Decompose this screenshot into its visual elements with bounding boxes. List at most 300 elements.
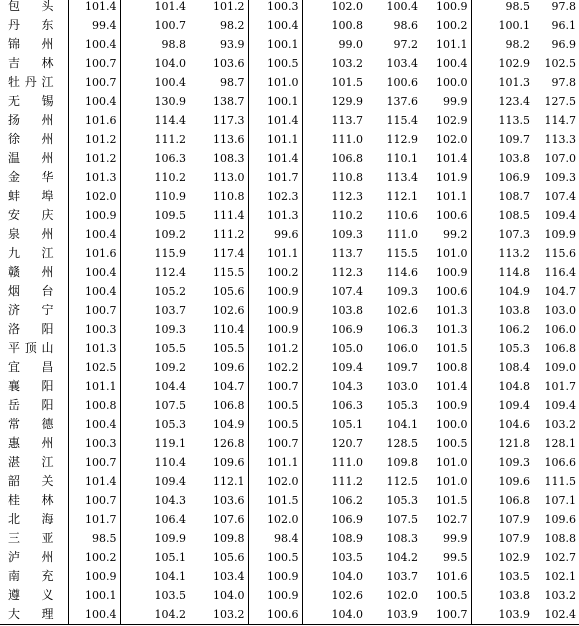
index-value: 100.9 <box>248 320 302 339</box>
index-value: 107.5 <box>154 399 186 412</box>
index-value: 98.5 <box>505 0 530 13</box>
index-value: 100.9 <box>248 586 302 605</box>
index-value: 100.5 <box>248 415 302 434</box>
index-value: 112.3 <box>331 266 363 279</box>
index-value: 100.4 <box>68 263 120 282</box>
index-value: 100.5 <box>248 54 302 73</box>
index-value: 102.6 <box>189 301 248 320</box>
index-value: 102.0 <box>331 0 363 13</box>
city-name: 大 理 <box>0 605 68 625</box>
index-value: 98.5 <box>68 529 120 548</box>
index-value: 101.2 <box>189 0 248 16</box>
index-value: 111.0 <box>331 456 363 469</box>
city-name: 惠 州 <box>0 434 68 453</box>
index-value: 101.4 <box>68 472 120 491</box>
index-value: 106.4 <box>154 513 186 526</box>
index-value: 107.1 <box>544 494 576 507</box>
index-value: 106.3 <box>386 323 418 336</box>
table-row <box>0 54 579 73</box>
index-value: 100.7 <box>68 73 120 92</box>
index-value: 100.1 <box>68 586 120 605</box>
table-row <box>0 586 579 605</box>
index-value: 98.8 <box>161 38 186 51</box>
index-value: 97.8 <box>551 76 576 89</box>
index-value: 100.3 <box>248 0 302 16</box>
index-value: 101.1 <box>248 244 302 263</box>
city-name: 泉 州 <box>0 225 68 244</box>
index-value: 100.7 <box>421 605 471 625</box>
index-value: 106.8 <box>331 152 363 165</box>
index-value: 103.9 <box>471 605 533 625</box>
index-value: 102.0 <box>248 510 302 529</box>
index-value: 115.5 <box>386 247 418 260</box>
index-value: 114.8 <box>498 266 530 279</box>
index-value: 102.5 <box>544 57 576 70</box>
index-value: 98.4 <box>248 529 302 548</box>
index-value: 108.3 <box>386 532 418 545</box>
index-value: 100.5 <box>248 548 302 567</box>
index-value: 108.5 <box>498 209 530 222</box>
index-value: 109.3 <box>331 228 363 241</box>
index-value: 100.5 <box>421 434 471 453</box>
index-value: 116.4 <box>544 266 576 279</box>
index-value: 97.8 <box>551 0 576 13</box>
index-value: 115.4 <box>386 114 418 127</box>
index-value: 104.6 <box>498 418 530 431</box>
index-value: 101.3 <box>421 301 471 320</box>
index-value: 105.3 <box>386 494 418 507</box>
city-name: 湛 江 <box>0 453 68 472</box>
index-value: 111.4 <box>189 206 248 225</box>
city-name: 金 华 <box>0 168 68 187</box>
index-value: 106.8 <box>498 494 530 507</box>
index-value: 101.3 <box>421 320 471 339</box>
index-value: 110.4 <box>189 320 248 339</box>
city-name: 三 亚 <box>0 529 68 548</box>
index-value: 101.1 <box>68 377 120 396</box>
index-value: 106.2 <box>331 494 363 507</box>
index-value: 98.2 <box>189 16 248 35</box>
index-value: 100.4 <box>68 282 120 301</box>
table-row <box>0 358 579 377</box>
index-value: 105.3 <box>386 399 418 412</box>
index-value: 96.9 <box>551 38 576 51</box>
table-row <box>0 548 579 567</box>
index-value: 100.9 <box>68 567 120 586</box>
index-value: 103.2 <box>189 605 248 625</box>
index-value: 105.6 <box>189 282 248 301</box>
city-name: 蚌 埠 <box>0 187 68 206</box>
index-value: 100.6 <box>248 605 302 625</box>
index-value: 101.0 <box>421 472 471 491</box>
table-row <box>0 16 579 35</box>
index-value: 106.6 <box>544 456 576 469</box>
index-value: 112.1 <box>386 190 418 203</box>
index-value: 100.6 <box>421 206 471 225</box>
index-value: 103.8 <box>331 304 363 317</box>
index-value: 102.7 <box>421 510 471 529</box>
index-value: 129.9 <box>331 95 363 108</box>
index-value: 109.6 <box>189 453 248 472</box>
city-name: 岳 阳 <box>0 396 68 415</box>
index-value: 104.9 <box>498 285 530 298</box>
city-name: 襄 阳 <box>0 377 68 396</box>
table-row <box>0 472 579 491</box>
index-value: 100.1 <box>498 19 530 32</box>
city-name: 无 锡 <box>0 92 68 111</box>
index-value: 102.2 <box>248 358 302 377</box>
index-value: 105.1 <box>331 418 363 431</box>
index-value: 104.0 <box>154 57 186 70</box>
index-value: 112.1 <box>189 472 248 491</box>
city-name: 九 江 <box>0 244 68 263</box>
index-value: 113.7 <box>331 247 363 260</box>
index-value: 109.7 <box>386 361 418 374</box>
index-value: 112.3 <box>331 190 363 203</box>
index-value: 102.4 <box>533 605 579 625</box>
index-value: 104.3 <box>154 494 186 507</box>
index-value: 105.3 <box>154 418 186 431</box>
index-value: 105.0 <box>331 342 363 355</box>
index-value: 109.3 <box>544 171 576 184</box>
table-row <box>0 130 579 149</box>
index-value: 109.0 <box>544 361 576 374</box>
index-value: 111.0 <box>386 228 418 241</box>
index-value: 102.9 <box>498 551 530 564</box>
index-value: 93.9 <box>189 35 248 54</box>
index-value: 109.7 <box>498 133 530 146</box>
index-value: 106.9 <box>331 323 363 336</box>
index-value: 100.8 <box>421 358 471 377</box>
index-value: 103.4 <box>386 57 418 70</box>
index-value: 104.2 <box>386 551 418 564</box>
index-value: 103.4 <box>189 567 248 586</box>
city-name: 包 头 <box>0 0 68 16</box>
table-row <box>0 529 579 548</box>
table-row <box>0 377 579 396</box>
table-row <box>0 453 579 472</box>
index-value: 109.4 <box>544 399 576 412</box>
table-row <box>0 187 579 206</box>
index-value: 102.9 <box>421 111 471 130</box>
index-value: 100.4 <box>68 92 120 111</box>
index-value: 100.4 <box>68 35 120 54</box>
index-value: 113.0 <box>189 168 248 187</box>
index-value: 115.6 <box>544 247 576 260</box>
index-value: 103.0 <box>386 380 418 393</box>
index-value: 102.5 <box>68 358 120 377</box>
index-value: 106.9 <box>498 171 530 184</box>
index-value: 100.5 <box>421 586 471 605</box>
index-value: 110.9 <box>154 190 186 203</box>
table-row <box>0 567 579 586</box>
index-value: 104.1 <box>154 570 186 583</box>
city-name: 丹 东 <box>0 16 68 35</box>
index-value: 101.0 <box>421 453 471 472</box>
table-row <box>0 73 579 92</box>
index-value: 100.5 <box>248 396 302 415</box>
city-name: 温 州 <box>0 149 68 168</box>
index-value: 107.6 <box>189 510 248 529</box>
city-name: 遵 义 <box>0 586 68 605</box>
index-value: 100.4 <box>68 225 120 244</box>
index-value: 107.9 <box>498 532 530 545</box>
index-value: 107.9 <box>498 513 530 526</box>
index-value: 110.2 <box>331 209 363 222</box>
index-value: 114.7 <box>544 114 576 127</box>
index-value: 101.4 <box>421 377 471 396</box>
index-value: 115.5 <box>189 263 248 282</box>
city-name: 洛 阳 <box>0 320 68 339</box>
table-row <box>0 111 579 130</box>
index-value: 100.9 <box>421 396 471 415</box>
table-row <box>0 301 579 320</box>
index-value: 100.6 <box>386 76 418 89</box>
table-row <box>0 491 579 510</box>
index-value: 101.6 <box>68 111 120 130</box>
index-value: 108.7 <box>498 190 530 203</box>
index-value: 113.4 <box>386 171 418 184</box>
index-value: 98.6 <box>393 19 418 32</box>
index-value: 102.6 <box>386 304 418 317</box>
index-value: 101.7 <box>68 510 120 529</box>
index-value: 105.5 <box>189 339 248 358</box>
index-value: 112.5 <box>386 475 418 488</box>
city-name: 安 庆 <box>0 206 68 225</box>
index-value: 103.8 <box>498 304 530 317</box>
index-value: 103.6 <box>189 491 248 510</box>
table-row <box>0 282 579 301</box>
index-value: 100.7 <box>154 19 186 32</box>
index-value: 100.4 <box>248 16 302 35</box>
index-value: 106.8 <box>544 342 576 355</box>
index-value: 109.4 <box>544 209 576 222</box>
index-value: 99.6 <box>248 225 302 244</box>
index-value: 103.0 <box>544 304 576 317</box>
index-value: 106.9 <box>331 513 363 526</box>
index-value: 106.0 <box>386 342 418 355</box>
index-value: 115.9 <box>154 247 186 260</box>
index-value: 99.5 <box>421 548 471 567</box>
index-value: 113.5 <box>498 114 530 127</box>
index-value: 103.8 <box>498 589 530 602</box>
index-value: 101.4 <box>248 111 302 130</box>
index-value: 114.6 <box>386 266 418 279</box>
city-name: 常 德 <box>0 415 68 434</box>
index-value: 101.1 <box>421 35 471 54</box>
index-value: 109.9 <box>544 228 576 241</box>
index-value: 109.8 <box>386 456 418 469</box>
index-value: 105.3 <box>498 342 530 355</box>
index-value: 103.2 <box>544 589 576 602</box>
index-value: 104.9 <box>189 415 248 434</box>
table-row <box>0 225 579 244</box>
index-value: 101.5 <box>248 491 302 510</box>
index-value: 100.4 <box>154 76 186 89</box>
index-value: 101.4 <box>154 0 186 13</box>
index-value: 105.2 <box>154 285 186 298</box>
city-name: 牡丹江 <box>0 73 68 92</box>
index-value: 101.6 <box>421 567 471 586</box>
index-value: 103.2 <box>331 57 363 70</box>
index-value: 101.0 <box>248 73 302 92</box>
index-value: 113.7 <box>331 114 363 127</box>
index-value: 108.9 <box>331 532 363 545</box>
index-value: 100.1 <box>248 92 302 111</box>
index-value: 104.7 <box>189 377 248 396</box>
index-value: 109.6 <box>189 358 248 377</box>
index-value: 102.0 <box>248 472 302 491</box>
index-value: 109.3 <box>498 456 530 469</box>
city-name: 吉 林 <box>0 54 68 73</box>
index-value: 100.4 <box>421 54 471 73</box>
index-value: 100.4 <box>68 415 120 434</box>
index-value: 112.4 <box>154 266 186 279</box>
index-value: 105.6 <box>189 548 248 567</box>
index-value: 109.2 <box>154 361 186 374</box>
index-value: 110.2 <box>154 171 186 184</box>
index-value: 107.0 <box>544 152 576 165</box>
index-value: 109.5 <box>154 209 186 222</box>
index-value: 102.0 <box>386 589 418 602</box>
index-value: 101.3 <box>248 206 302 225</box>
index-value: 109.4 <box>331 361 363 374</box>
index-value: 100.9 <box>248 301 302 320</box>
index-value: 108.8 <box>544 532 576 545</box>
city-name: 泸 州 <box>0 548 68 567</box>
index-value: 104.4 <box>154 380 186 393</box>
index-value: 101.7 <box>248 168 302 187</box>
index-value: 99.9 <box>421 529 471 548</box>
city-name: 北 海 <box>0 510 68 529</box>
index-value: 110.4 <box>154 456 186 469</box>
index-value: 100.9 <box>248 282 302 301</box>
index-value: 128.1 <box>544 437 576 450</box>
index-value: 101.3 <box>68 168 120 187</box>
index-value: 106.0 <box>544 323 576 336</box>
index-value: 100.3 <box>68 434 120 453</box>
index-value: 97.2 <box>393 38 418 51</box>
index-value: 99.4 <box>68 16 120 35</box>
index-value: 100.9 <box>248 567 302 586</box>
table-row <box>0 0 579 16</box>
index-value: 100.7 <box>68 301 120 320</box>
table-row <box>0 415 579 434</box>
index-value: 110.1 <box>386 152 418 165</box>
table-row <box>0 149 579 168</box>
index-value: 102.0 <box>421 130 471 149</box>
table-row <box>0 320 579 339</box>
index-value: 102.3 <box>248 187 302 206</box>
index-value: 106.3 <box>154 152 186 165</box>
index-value: 101.7 <box>544 380 576 393</box>
index-value: 103.5 <box>154 589 186 602</box>
index-value: 100.2 <box>421 16 471 35</box>
index-value: 99.0 <box>338 38 363 51</box>
index-value: 100.9 <box>421 0 471 16</box>
table-row <box>0 434 579 453</box>
index-value: 101.1 <box>248 453 302 472</box>
index-value: 109.3 <box>386 285 418 298</box>
index-value: 101.0 <box>421 244 471 263</box>
index-value: 103.2 <box>544 418 576 431</box>
index-value: 113.6 <box>189 130 248 149</box>
city-name: 韶 关 <box>0 472 68 491</box>
index-value: 100.6 <box>421 282 471 301</box>
index-value: 123.4 <box>498 95 530 108</box>
index-value: 102.1 <box>544 570 576 583</box>
index-value: 103.5 <box>331 551 363 564</box>
index-value: 101.1 <box>248 130 302 149</box>
index-value: 107.3 <box>498 228 530 241</box>
index-value: 101.2 <box>68 149 120 168</box>
index-value: 109.6 <box>544 513 576 526</box>
index-value: 120.7 <box>331 437 363 450</box>
index-value: 98.2 <box>505 38 530 51</box>
city-name: 赣 州 <box>0 263 68 282</box>
index-value: 104.0 <box>189 586 248 605</box>
index-value: 100.7 <box>248 377 302 396</box>
city-name: 烟 台 <box>0 282 68 301</box>
table-row <box>0 396 579 415</box>
index-value: 101.3 <box>68 339 120 358</box>
index-value: 103.6 <box>189 54 248 73</box>
city-name: 南 充 <box>0 567 68 586</box>
index-value: 101.5 <box>421 491 471 510</box>
table-row <box>0 605 579 625</box>
index-value: 101.4 <box>68 0 120 16</box>
index-value: 107.4 <box>544 190 576 203</box>
index-value: 130.9 <box>154 95 186 108</box>
city-name: 桂 林 <box>0 491 68 510</box>
index-value: 104.3 <box>331 380 363 393</box>
index-value: 110.8 <box>331 171 363 184</box>
index-value: 127.5 <box>544 95 576 108</box>
table-row <box>0 206 579 225</box>
index-value: 100.9 <box>421 263 471 282</box>
index-value: 104.8 <box>498 380 530 393</box>
index-value: 101.4 <box>248 149 302 168</box>
index-value: 110.8 <box>189 187 248 206</box>
index-value: 111.2 <box>154 133 186 146</box>
index-value: 103.7 <box>386 570 418 583</box>
index-value: 99.9 <box>421 92 471 111</box>
index-value: 100.7 <box>68 491 120 510</box>
index-value: 100.0 <box>421 415 471 434</box>
index-value: 104.0 <box>302 605 366 625</box>
table-row <box>0 92 579 111</box>
index-value: 100.2 <box>68 548 120 567</box>
index-value: 109.9 <box>154 532 186 545</box>
index-value: 98.7 <box>189 73 248 92</box>
index-value: 108.3 <box>189 149 248 168</box>
city-name: 济 宁 <box>0 301 68 320</box>
index-value: 101.2 <box>68 130 120 149</box>
index-value: 100.0 <box>421 73 471 92</box>
index-value: 101.3 <box>498 76 530 89</box>
city-name: 锦 州 <box>0 35 68 54</box>
index-value: 107.4 <box>331 285 363 298</box>
index-value: 111.0 <box>331 133 363 146</box>
index-value: 102.0 <box>68 187 120 206</box>
index-value: 106.2 <box>498 323 530 336</box>
index-value: 100.7 <box>248 434 302 453</box>
index-value: 104.0 <box>331 570 363 583</box>
index-value: 112.9 <box>386 133 418 146</box>
index-value: 108.4 <box>498 361 530 374</box>
table-row <box>0 339 579 358</box>
table-row <box>0 263 579 282</box>
